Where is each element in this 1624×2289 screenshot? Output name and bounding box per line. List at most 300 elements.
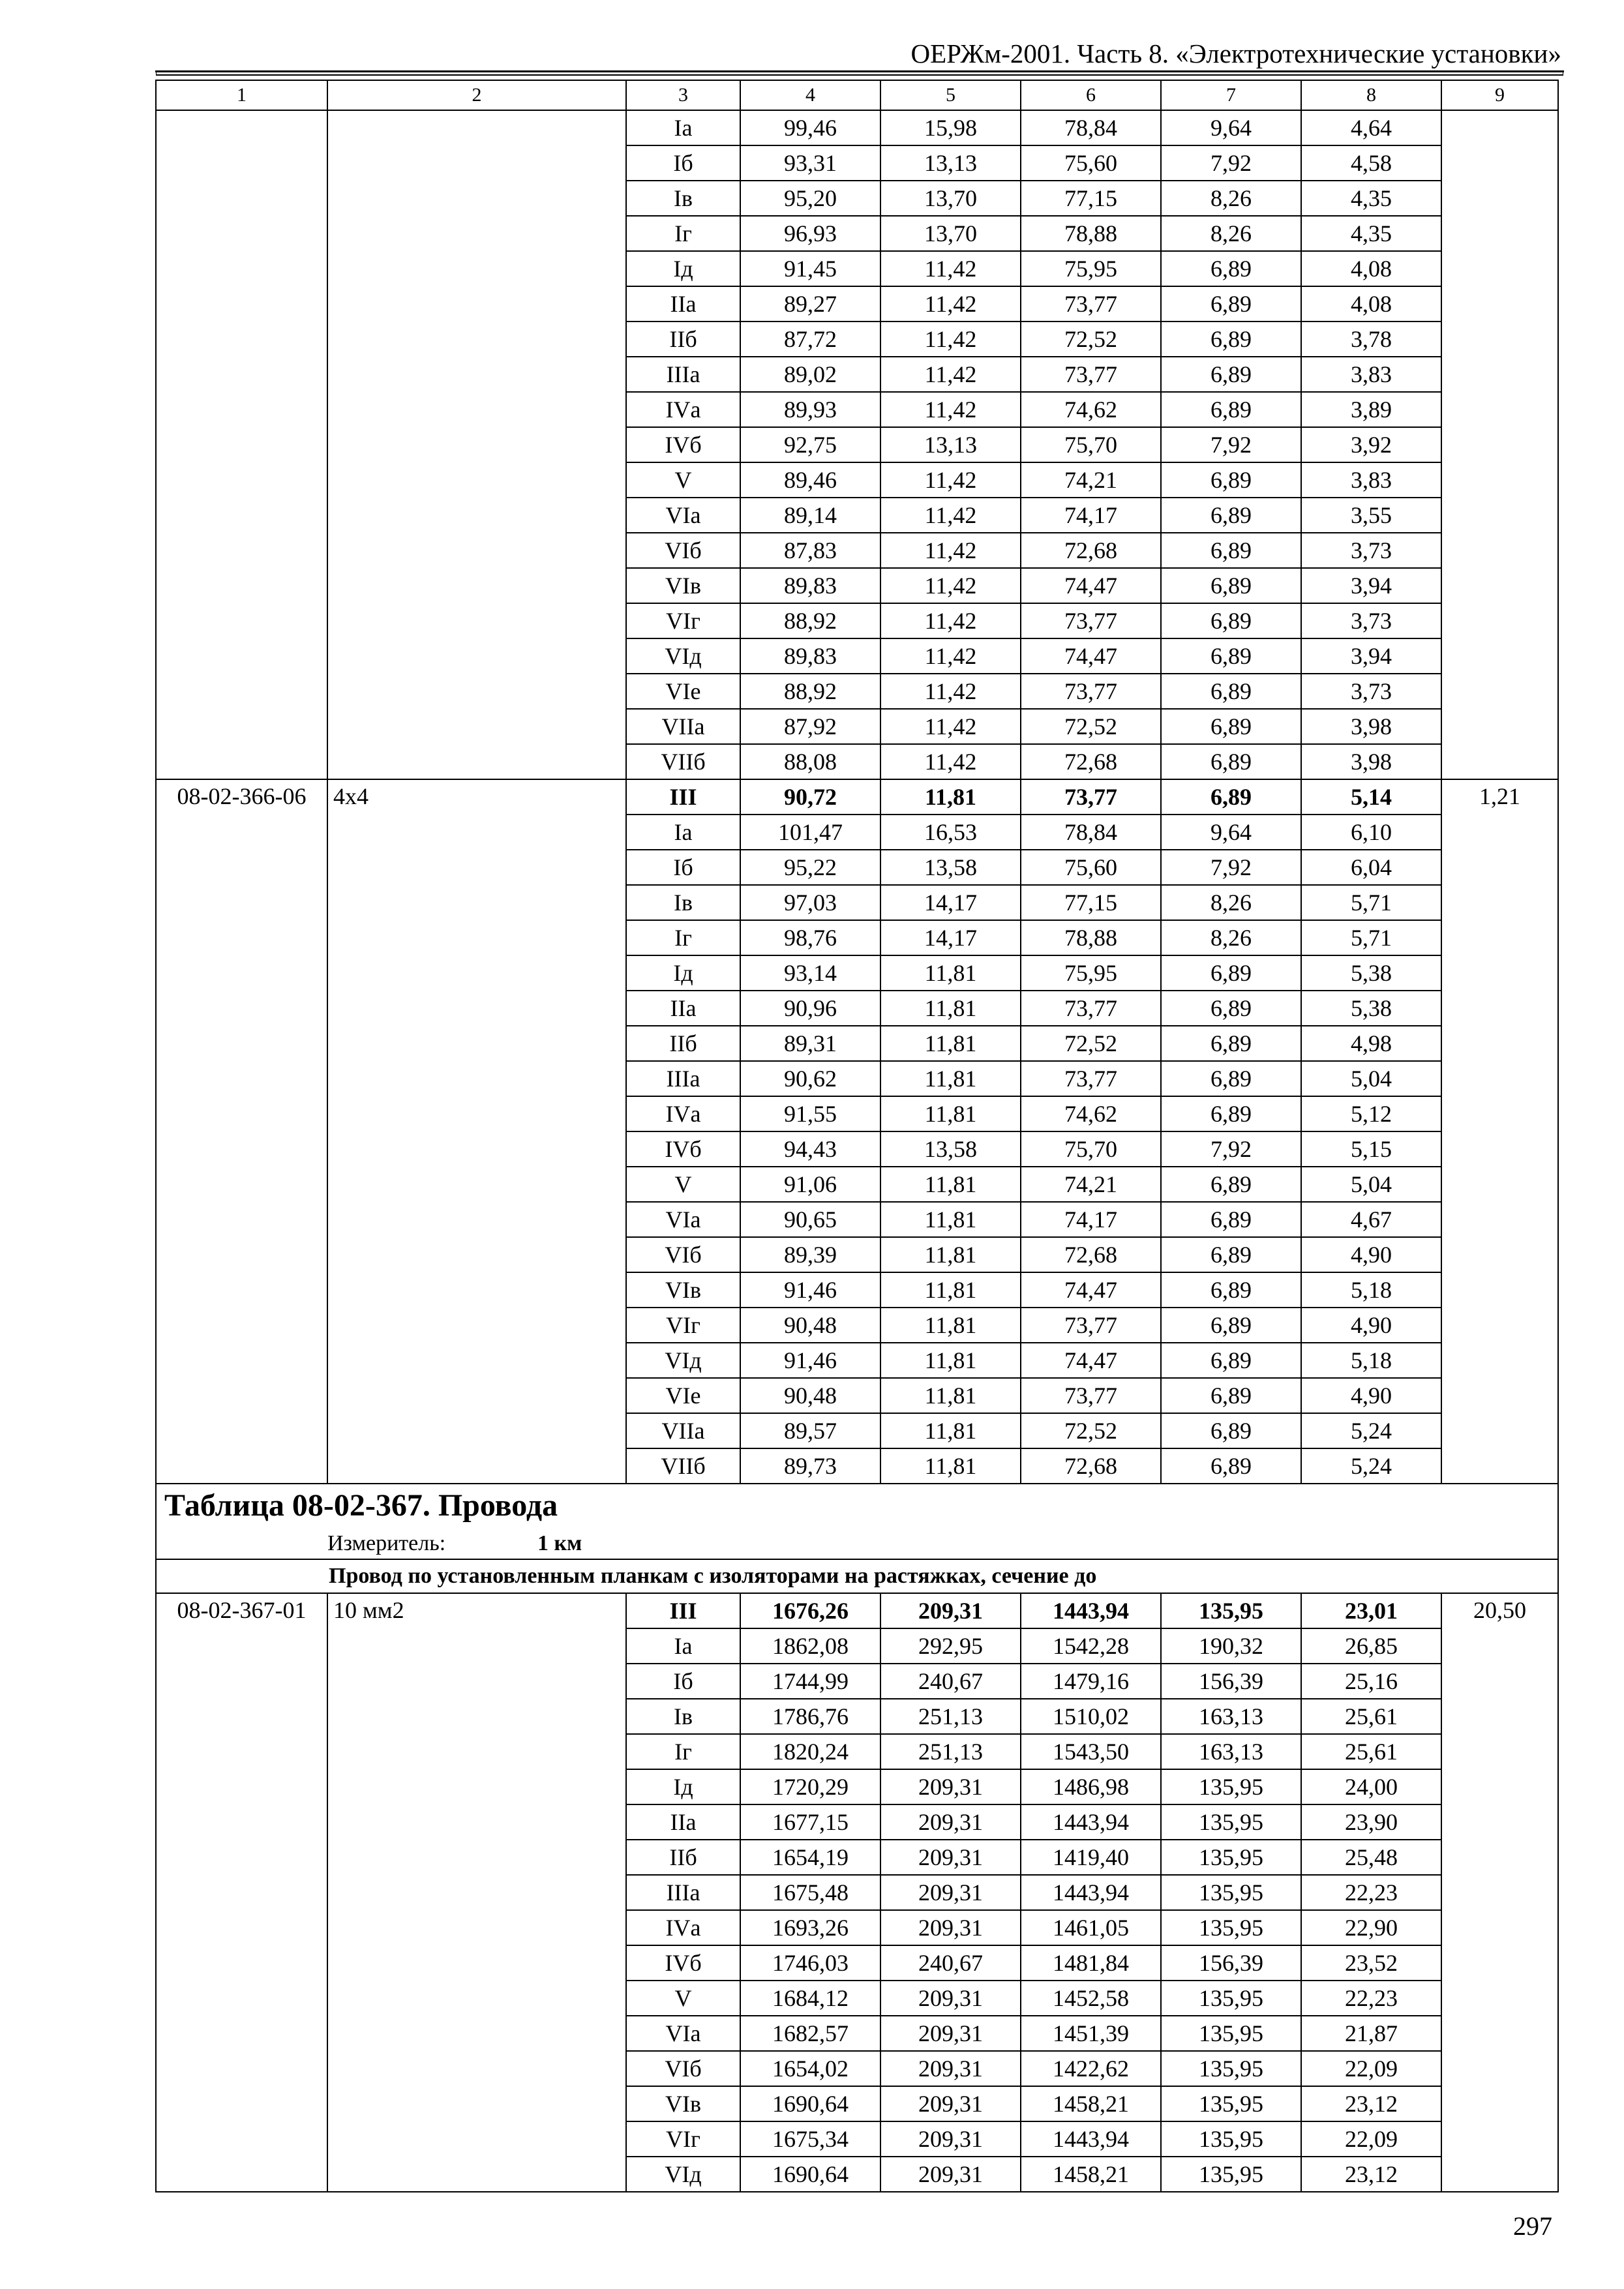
col9-cell [1441,1910,1558,1945]
table-row [156,498,1558,533]
table-row [156,1875,1558,1910]
value-cell: 6,89 [1161,1202,1301,1237]
name-cell [327,638,626,674]
value-cell: 11,81 [880,1343,1021,1378]
value-cell: 135,95 [1161,2016,1301,2051]
value-cell: 11,42 [880,462,1021,498]
value-cell: 5,18 [1301,1343,1441,1378]
zone-cell: Iб [626,145,740,181]
value-cell: 72,68 [1021,744,1161,779]
value-cell: 6,89 [1161,1308,1301,1343]
name-cell [327,2016,626,2051]
section-description: Провод по установленным планкам с изоляторами на растяжках, сечение до [156,1559,1558,1593]
code-cell [156,1272,327,1308]
name-cell [327,1061,626,1096]
value-cell: 11,42 [880,498,1021,533]
value-cell: 5,04 [1301,1061,1441,1096]
value-cell: 22,23 [1301,1875,1441,1910]
value-cell: 4,08 [1301,286,1441,322]
zone-cell: Iд [626,955,740,991]
code-cell [156,286,327,322]
value-cell: 3,98 [1301,744,1441,779]
value-cell: 5,38 [1301,955,1441,991]
value-cell: 73,77 [1021,603,1161,638]
value-cell: 74,47 [1021,1343,1161,1378]
value-cell: 23,52 [1301,1945,1441,1981]
col9-cell [1441,1945,1558,1981]
value-cell: 209,31 [880,1804,1021,1840]
table-row [156,1237,1558,1272]
value-cell: 89,83 [740,568,880,603]
value-cell: 73,77 [1021,779,1161,815]
code-cell [156,2016,327,2051]
code-cell [156,462,327,498]
value-cell: 1744,99 [740,1664,880,1699]
zone-cell: IVб [626,1131,740,1167]
value-cell: 240,67 [880,1945,1021,1981]
value-cell: 3,89 [1301,392,1441,427]
value-cell: 1543,50 [1021,1734,1161,1769]
value-cell: 14,17 [880,920,1021,955]
value-cell: 74,21 [1021,1167,1161,1202]
value-cell: 135,95 [1161,2121,1301,2157]
name-cell [327,145,626,181]
value-cell: 1862,08 [740,1628,880,1664]
value-cell: 190,32 [1161,1628,1301,1664]
code-cell [156,1910,327,1945]
col9-cell [1441,1628,1558,1664]
value-cell: 89,73 [740,1448,880,1484]
name-cell [327,498,626,533]
value-cell: 135,95 [1161,1593,1301,1628]
code-cell [156,2157,327,2192]
code-cell [156,2086,327,2121]
value-cell: 3,73 [1301,674,1441,709]
col9-cell [1441,2051,1558,2086]
value-cell: 1682,57 [740,2016,880,2051]
table-row [156,1026,1558,1061]
value-cell: 3,78 [1301,322,1441,357]
value-cell: 6,89 [1161,674,1301,709]
value-cell: 25,61 [1301,1734,1441,1769]
col9-cell [1441,322,1558,357]
zone-cell: VIд [626,2157,740,2192]
table-row [156,427,1558,462]
name-cell [327,1343,626,1378]
value-cell: 11,81 [880,1237,1021,1272]
value-cell: 6,89 [1161,533,1301,568]
zone-cell: IIб [626,322,740,357]
value-cell: 4,64 [1301,110,1441,145]
value-cell: 135,95 [1161,2086,1301,2121]
value-cell: 23,12 [1301,2086,1441,2121]
col9-cell [1441,1343,1558,1378]
value-cell: 6,89 [1161,1061,1301,1096]
zone-cell: Iг [626,216,740,251]
value-cell: 6,89 [1161,251,1301,286]
value-cell: 4,35 [1301,216,1441,251]
code-cell [156,674,327,709]
value-cell: 6,89 [1161,322,1301,357]
table-row [156,991,1558,1026]
col9-cell [1441,498,1558,533]
value-cell: 90,72 [740,779,880,815]
col9-cell [1441,1026,1558,1061]
value-cell: 72,68 [1021,1448,1161,1484]
zone-cell: IIа [626,991,740,1026]
value-cell: 3,73 [1301,533,1441,568]
col9-cell [1441,603,1558,638]
table-title-row [156,1484,1558,1527]
column-number: 6 [1021,80,1161,110]
value-cell: 89,31 [740,1026,880,1061]
zone-cell: IIIа [626,1875,740,1910]
code-cell [156,1945,327,1981]
code-cell [156,815,327,850]
name-cell [327,1167,626,1202]
name-cell [327,322,626,357]
table-row [156,850,1558,885]
value-cell: 11,42 [880,322,1021,357]
col9-cell [1441,744,1558,779]
value-cell: 8,26 [1161,181,1301,216]
name-cell: 4x4 [327,779,626,815]
col9-cell [1441,145,1558,181]
name-cell [327,286,626,322]
header-title: ОЕРЖм-2001. Часть 8. «Электротехнические установки» [910,38,1561,68]
col9-cell [1441,427,1558,462]
value-cell: 6,89 [1161,1378,1301,1413]
value-cell: 8,26 [1161,885,1301,920]
value-cell: 91,46 [740,1272,880,1308]
table-row [156,1308,1558,1343]
code-cell: 08-02-367-01 [156,1593,327,1628]
name-cell [327,2086,626,2121]
value-cell: 6,89 [1161,779,1301,815]
col9-cell [1441,1131,1558,1167]
value-cell: 292,95 [880,1628,1021,1664]
value-cell: 5,18 [1301,1272,1441,1308]
value-cell: 209,31 [880,1910,1021,1945]
zone-cell: VIг [626,1308,740,1343]
col9-cell [1441,568,1558,603]
value-cell: 11,42 [880,709,1021,744]
value-cell: 72,68 [1021,1237,1161,1272]
value-cell: 11,42 [880,392,1021,427]
table-row [156,1945,1558,1981]
column-header-row [156,80,1558,110]
value-cell: 209,31 [880,2157,1021,2192]
code-cell [156,603,327,638]
col9-cell [1441,1096,1558,1131]
name-cell [327,1628,626,1664]
value-cell: 75,70 [1021,1131,1161,1167]
value-cell: 11,81 [880,1308,1021,1343]
value-cell: 135,95 [1161,1804,1301,1840]
value-cell: 11,81 [880,1096,1021,1131]
value-cell: 13,70 [880,216,1021,251]
name-cell [327,744,626,779]
value-cell: 13,70 [880,181,1021,216]
table-row [156,709,1558,744]
col9-cell [1441,1981,1558,2016]
table-row [156,1699,1558,1734]
col9-cell [1441,1413,1558,1448]
value-cell: 1458,21 [1021,2157,1161,2192]
name-cell [327,1769,626,1804]
value-cell: 96,93 [740,216,880,251]
table-row [156,955,1558,991]
code-cell [156,1131,327,1167]
name-cell [327,1981,626,2016]
code-cell [156,1875,327,1910]
value-cell: 3,83 [1301,357,1441,392]
code-cell [156,1699,327,1734]
value-cell: 11,42 [880,568,1021,603]
value-cell: 91,46 [740,1343,880,1378]
name-cell [327,991,626,1026]
value-cell: 90,96 [740,991,880,1026]
col9-cell [1441,216,1558,251]
name-cell [327,1875,626,1910]
value-cell: 6,89 [1161,357,1301,392]
value-cell: 1693,26 [740,1910,880,1945]
col9-cell [1441,2121,1558,2157]
name-cell [327,462,626,498]
name-cell [327,1308,626,1343]
value-cell: 1690,64 [740,2086,880,2121]
col9-cell [1441,638,1558,674]
name-cell [327,251,626,286]
code-cell [156,427,327,462]
name-cell [327,815,626,850]
code-cell [156,498,327,533]
value-cell: 209,31 [880,2086,1021,2121]
zone-cell: Iд [626,1769,740,1804]
name-cell [327,357,626,392]
value-cell: 74,62 [1021,1096,1161,1131]
value-cell: 73,77 [1021,674,1161,709]
code-cell [156,1237,327,1272]
value-cell: 1676,26 [740,1593,880,1628]
zone-cell: VIб [626,1237,740,1272]
value-cell: 11,81 [880,1413,1021,1448]
col9-cell [1441,357,1558,392]
value-cell: 21,87 [1301,2016,1441,2051]
table-row [156,145,1558,181]
col9-cell [1441,181,1558,216]
value-cell: 7,92 [1161,145,1301,181]
name-cell [327,1840,626,1875]
zone-cell: V [626,462,740,498]
col9-cell [1441,955,1558,991]
code-cell [156,568,327,603]
value-cell: 5,24 [1301,1413,1441,1448]
zone-cell: VIб [626,2051,740,2086]
value-cell: 88,92 [740,674,880,709]
name-cell [327,1945,626,1981]
value-cell: 5,12 [1301,1096,1441,1131]
value-cell: 11,42 [880,744,1021,779]
col9-cell [1441,1378,1558,1413]
value-cell: 135,95 [1161,2051,1301,2086]
measure-cell [156,1527,1558,1559]
value-cell: 94,43 [740,1131,880,1167]
value-cell: 91,55 [740,1096,880,1131]
col9-cell [1441,286,1558,322]
value-cell: 6,89 [1161,638,1301,674]
table-row [156,216,1558,251]
value-cell: 5,71 [1301,885,1441,920]
code-cell [156,1202,327,1237]
value-cell: 73,77 [1021,1061,1161,1096]
value-cell: 74,17 [1021,1202,1161,1237]
value-cell: 209,31 [880,1769,1021,1804]
value-cell: 23,90 [1301,1804,1441,1840]
value-cell: 6,89 [1161,1096,1301,1131]
name-cell [327,955,626,991]
col9-cell [1441,1061,1558,1096]
zone-cell: VIа [626,498,740,533]
zone-cell: IIа [626,286,740,322]
value-cell: 95,20 [740,181,880,216]
value-cell: 13,58 [880,1131,1021,1167]
value-cell: 11,81 [880,1378,1021,1413]
zone-cell: IIа [626,1804,740,1840]
zone-cell: VIа [626,1202,740,1237]
value-cell: 23,01 [1301,1593,1441,1628]
code-cell [156,145,327,181]
value-cell: 98,76 [740,920,880,955]
value-cell: 91,06 [740,1167,880,1202]
value-cell: 74,21 [1021,462,1161,498]
value-cell: 92,75 [740,427,880,462]
col9-cell [1441,674,1558,709]
value-cell: 209,31 [880,1593,1021,1628]
name-cell [327,533,626,568]
zone-cell: IIIа [626,1061,740,1096]
value-cell: 1720,29 [740,1769,880,1804]
code-cell [156,850,327,885]
value-cell: 22,90 [1301,1910,1441,1945]
table-row [156,1840,1558,1875]
code-cell [156,1167,327,1202]
code-cell [156,920,327,955]
value-cell: 135,95 [1161,2157,1301,2192]
value-cell: 135,95 [1161,1840,1301,1875]
value-cell: 88,92 [740,603,880,638]
col9-cell [1441,533,1558,568]
value-cell: 5,14 [1301,779,1441,815]
name-cell [327,1910,626,1945]
code-cell [156,1628,327,1664]
table-row [156,1202,1558,1237]
col9-cell [1441,815,1558,850]
table-row [156,603,1558,638]
table-row [156,1593,1558,1628]
value-cell: 78,88 [1021,920,1161,955]
code-cell [156,1664,327,1699]
value-cell: 1542,28 [1021,1628,1161,1664]
value-cell: 74,47 [1021,638,1161,674]
zone-cell: Iд [626,251,740,286]
name-cell [327,392,626,427]
name-cell [327,603,626,638]
value-cell: 97,03 [740,885,880,920]
name-cell [327,1699,626,1734]
value-cell: 89,46 [740,462,880,498]
value-cell: 25,48 [1301,1840,1441,1875]
col9-cell [1441,1167,1558,1202]
value-cell: 6,10 [1301,815,1441,850]
name-cell [327,568,626,603]
code-cell [156,1061,327,1096]
zone-cell: VIб [626,533,740,568]
table-row [156,181,1558,216]
value-cell: 13,13 [880,427,1021,462]
zone-cell: Iа [626,110,740,145]
value-cell: 90,48 [740,1378,880,1413]
value-cell: 87,83 [740,533,880,568]
value-cell: 1458,21 [1021,2086,1161,2121]
value-cell: 163,13 [1161,1734,1301,1769]
value-cell: 1684,12 [740,1981,880,2016]
col9-cell [1441,1699,1558,1734]
value-cell: 6,89 [1161,991,1301,1026]
table-row [156,1769,1558,1804]
table-row [156,322,1558,357]
name-cell [327,2157,626,2192]
code-cell [156,2121,327,2157]
table-row [156,1272,1558,1308]
value-cell: 73,77 [1021,1308,1161,1343]
zone-cell: IIIа [626,357,740,392]
value-cell: 11,42 [880,638,1021,674]
zone-cell: Iа [626,1628,740,1664]
value-cell: 6,89 [1161,1343,1301,1378]
value-cell: 73,77 [1021,286,1161,322]
table-row [156,815,1558,850]
col9-cell [1441,1448,1558,1484]
value-cell: 95,22 [740,850,880,885]
value-cell: 6,89 [1161,744,1301,779]
zone-cell: VIг [626,603,740,638]
value-cell: 3,73 [1301,603,1441,638]
table-row [156,2051,1558,2086]
zone-cell: VIе [626,1378,740,1413]
name-cell [327,850,626,885]
col9-cell [1441,1272,1558,1308]
value-cell: 75,95 [1021,955,1161,991]
page-header [155,38,1564,72]
name-cell [327,709,626,744]
col9-cell [1441,920,1558,955]
table-row [156,674,1558,709]
code-cell [156,322,327,357]
col9-cell [1441,885,1558,920]
table-row [156,568,1558,603]
table-row [156,251,1558,286]
value-cell: 11,42 [880,357,1021,392]
value-cell: 26,85 [1301,1628,1441,1664]
zone-cell: IVа [626,1096,740,1131]
value-cell: 11,81 [880,1202,1021,1237]
value-cell: 3,83 [1301,462,1441,498]
name-cell [327,920,626,955]
value-cell: 11,42 [880,533,1021,568]
zone-cell: III [626,1593,740,1628]
col9-cell: 20,50 [1441,1593,1558,1628]
